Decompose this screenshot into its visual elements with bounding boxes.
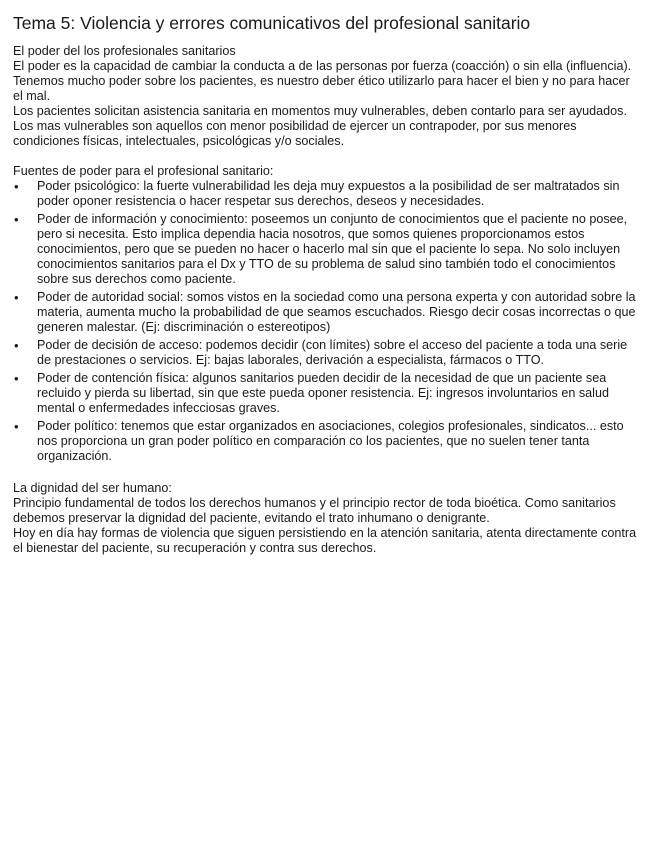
document-title: Tema 5: Violencia y errores comunicativos del profesional sanitario [13,13,531,33]
list-item [13,290,642,335]
list-item [13,212,642,287]
list-item [13,179,642,209]
bullet-icon: • [14,290,19,305]
bullet-icon: • [14,212,19,227]
paragraph-vulnerable-patients: Los pacientes solicitan asistencia sanitaria en momentos muy vulnerables, deben contarlo para ser ayudados. Los mas vulnerables son aquellos con menor posibilidad de ejercer un contrapoder, por sus menores condiciones físicas, intelectuales, psicológicas y/o sociales. [13,104,627,148]
bullet-icon: • [14,338,19,353]
list-item [13,371,642,416]
bullet-icon: • [14,419,19,434]
paragraph-dignity-principle: Principio fundamental de todos los derechos humanos y el principio rector de toda bioética. Como sanitarios debemos preservar la dignidad del paciente, evitando el trato inhumano o denigrante. [13,496,616,525]
section-heading-power: El poder del los profesionales sanitarios [13,44,236,58]
list-item-text: Poder de información y conocimiento: poseemos un conjunto de conocimientos que el paciente no posee, pero si necesita. Esto implica dependia hacia nosotros, que somos quienes proporcionamos estos conocimientos, pero que se pueden no hacer o hacerlo mal sin que el paciente lo sepa. No solo incluyen conocimientos sanitarios para el Dx y TTO de su problema de salud sino también todo el conocimientos sobre sus derechos como paciente. [37,212,628,286]
section-human-dignity [13,481,642,556]
list-item-text: Poder político: tenemos que estar organizados en asociaciones, colegios profesionales, sindicatos... esto nos proporciona un gran poder político en comparación co los pacientes, que no suelen tener tanta organización. [37,419,624,463]
list-item-text: Poder de decisión de acceso: podemos decidir (con límites) sobre el acceso del paciente a toda una serie de prestaciones o servicios. Ej: bajas laborales, derivación a especialista, fármacos o TTO. [37,338,628,367]
list-item-text: Poder de contención física: algunos sanitarios pueden decidir de la necesidad de que un paciente sea recluido y pierda su libertad, sin que este pueda oponer resistencia. Ej: ingresos involuntarios en salud mental o enfermedades infecciosas graves. [37,371,609,415]
list-item-text: Poder psicológico: la fuerte vulnerabilidad les deja muy expuestos a la posibilidad de ser maltratados sin poder oponer resistencia o hacer respetar sus derechos, deseos y necesidades. [37,179,620,208]
list-item [13,338,642,368]
paragraph-power-definition: El poder es la capacidad de cambiar la conducta a de las personas por fuerza (coacción) o sin ella (influencia). Tenemos mucho poder sobre los pacientes, es nuestro deber ético utilizarlo para hacer el bien y no para hacer el mal. [13,59,632,103]
list-item [13,419,642,464]
section-power [13,44,642,149]
power-sources-list [13,179,642,464]
bullet-icon: • [14,371,19,386]
list-item-text: Poder de autoridad social: somos vistos en la sociedad como una persona experta y con autoridad sobre la materia, aumenta mucho la probabilidad de que seamos escuchados. Riesgo decir cosas incorrectas o que generen malestar. (Ej: discriminación o estereotipos) [37,290,636,334]
section-heading-power-sources: Fuentes de poder para el profesional sanitario: [13,164,274,178]
section-heading-human-dignity: La dignidad del ser humano: [13,481,172,495]
paragraph-violence-persists: Hoy en día hay formas de violencia que siguen persistiendo en la atención sanitaria, atenta directamente contra el bienestar del paciente, su recuperación y contra sus derechos. [13,526,637,555]
section-power-sources [13,164,642,464]
bullet-icon: • [14,179,19,194]
